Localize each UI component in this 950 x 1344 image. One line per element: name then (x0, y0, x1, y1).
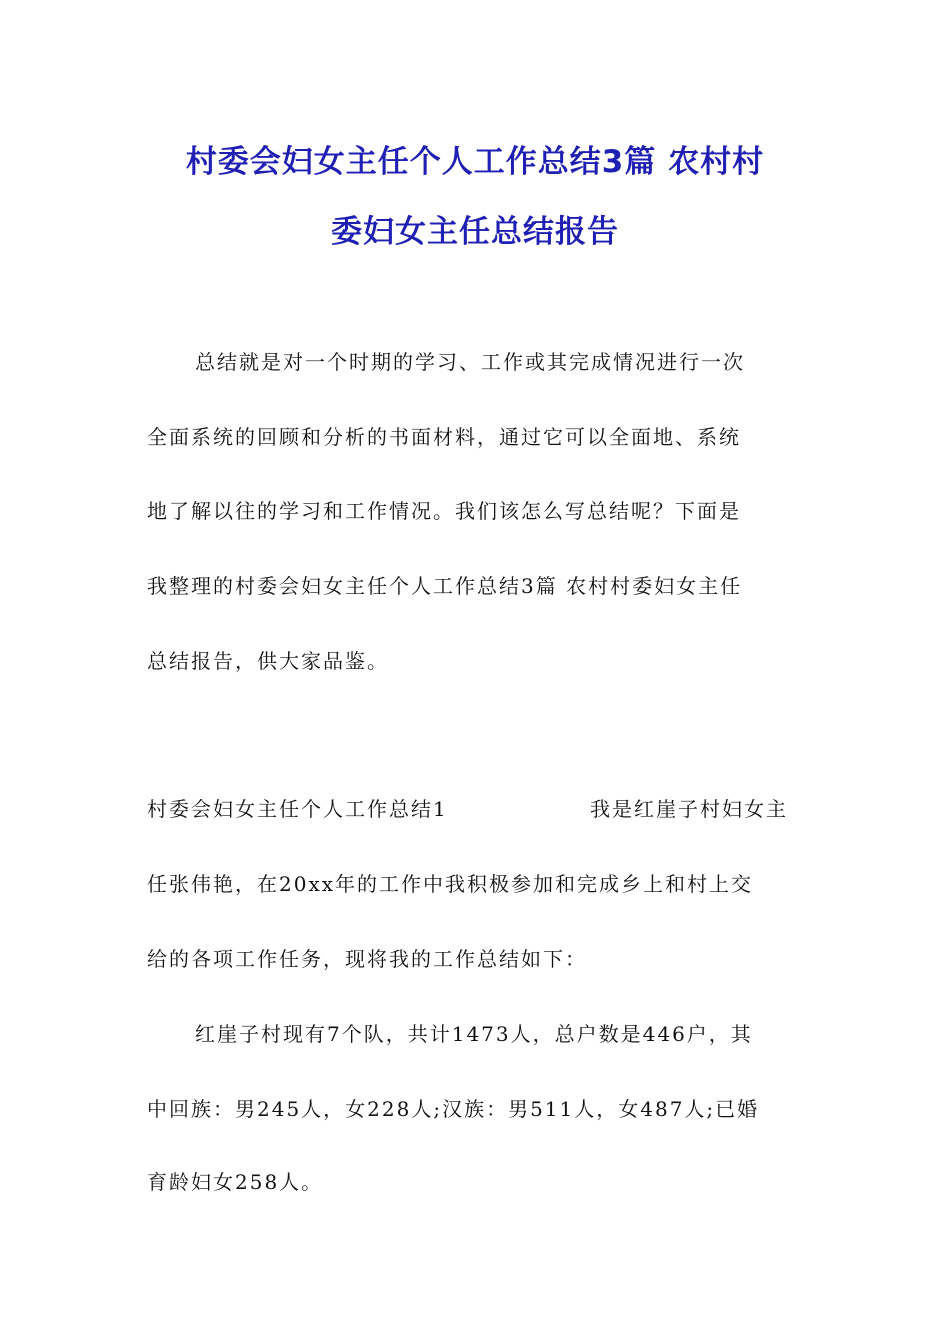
section1-first-line-right: 我是红崖子村妇女主 (590, 797, 788, 821)
para2-line-2: 中回族：男245人，女228人;汉族：男511人，女487人;已婚 (147, 1097, 760, 1121)
section1-line-3: 给的各项工作任务，现将我的工作总结如下： (147, 947, 587, 971)
intro-line-1: 总结就是对一个时期的学习、工作或其完成情况进行一次 (195, 350, 745, 374)
section1-line-2: 任张伟艳，在20xx年的工作中我积极参加和完成乡上和村上交 (147, 872, 754, 896)
para2-line-3: 育龄妇女258人。 (147, 1170, 324, 1194)
para2-line-1: 红崖子村现有7个队，共计1473人，总户数是446户，其 (195, 1022, 753, 1046)
document-title-line-1: 村委会妇女主任个人工作总结3篇 农村村 (185, 144, 765, 180)
intro-line-3: 地了解以往的学习和工作情况。我们该怎么写总结呢？下面是 (147, 499, 741, 523)
section1-heading: 村委会妇女主任个人工作总结1 (147, 797, 448, 821)
intro-line-4: 我整理的村委会妇女主任个人工作总结3篇 农村村委妇女主任 (147, 574, 743, 598)
intro-line-5: 总结报告，供大家品鉴。 (147, 649, 389, 673)
document-title-line-2: 委妇女主任总结报告 (331, 214, 619, 250)
intro-line-2: 全面系统的回顾和分析的书面材料，通过它可以全面地、系统 (147, 425, 741, 449)
